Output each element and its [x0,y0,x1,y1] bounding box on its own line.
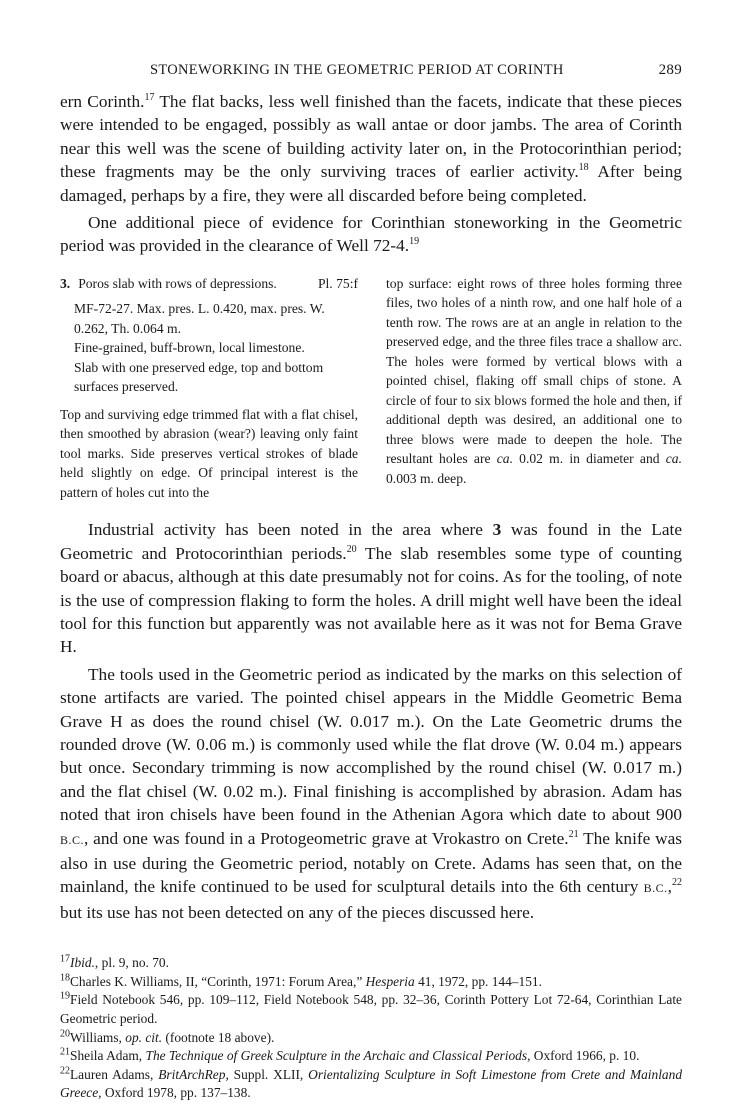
paragraph-1: ern Corinth.$^{17}$ The flat backs, less well finished than the facets, indicate that these pieces were intended to be engaged, possibly as wall antae or door jambs. The area of Corinth near this well was the scene of building activity later on, in the Protocorinthian period; these fragments may be the only surviving traces of earlier activity.$^{18}$ After being damaged, perhaps by a fire, they were all discarded before being completed. [60,92,682,205]
plate-reference[interactable]: Pl. 75:f [317,275,358,291]
footnote-20: $^{20}$Williams, op. cit. (footnote 18 above). [60,1028,275,1045]
catalog-dimensions: MF-72-27. Max. pres. L. 0.420, max. pres. W. 0.262, Th. 0.064 m. [74,301,325,336]
catalog-entry-3 [60,274,682,503]
footnote-ref-19[interactable]: 19 [409,236,420,248]
paragraph-2: One additional piece of evidence for Corinthian stoneworking in the Geometric period was provided in the clearance of Well 72-4.19 [60,213,682,256]
footnote-21: $^{21}$Sheila Adam, The Technique of Greek Sculpture in the Archaic and Classical Periods, Oxford 1966, p. 10. [60,1046,640,1064]
paragraph-4: The tools used in the Geometric period as indicated by the marks on this selection of stone artifacts are varied. The pointed chisel appears in the Middle Geometric Bema Grave H as does the round chisel (W. 0.017 m.). On the Late Geometric drums the rounded drove (W. 0.06 m.) is commonly used while the flat drove (W. 0.04 m.) appears but once. Secondary trimming is now accomplished by the round chisel (W. 0.017 m.) and the flat chisel (W. 0.02 m.). Final finishing is accomplished by abrasion. Adam has noted that iron chisels have been found in the Athenian Agora which date to about 900 B.C., and one was found in a Protogeometric grave at Vrokastro on Crete.$^{21}$ The knife was also in use during the Geometric period, notably on Crete. Adams has seen that, on the mainland, the knife continued to be used for sculptural details into the 6th century B.C.,$^{22}$ but its use has not been detected on any of the pieces discussed here. [60,664,682,922]
footnotes [60,954,682,1103]
footnote-ref-21[interactable]: 21 [568,828,579,840]
catalog-ref-3: 3 [492,520,502,540]
catalog-description-left: Top and surviving edge trimmed flat with a flat chisel, then smoothed by abrasion (wear?) leaving only faint tool marks. Side preserves vertical strokes of blade held slightly on edge. Of principal interest is the pattern of holes cut into the [60,406,358,500]
catalog-left-column [60,274,358,503]
page [60,58,682,1103]
catalog-heading [60,274,358,294]
catalog-description-right: top surface: eight rows of three holes forming three files, two holes of a ninth row, and one half hole of a tenth row. The rows are at an angle in relation to the preserved edge, and the three files trace a shallow arc. The holes were formed by vertical blows with a pointed chisel, flaking off small chips of stone. A circle of four to six blows formed the hole and then, if additional depth was desired, an additional one to three blows were made to deepen the hole. The resultant holes are ca. 0.02 m. in diameter and ca. 0.003 m. deep. [386,275,682,486]
catalog-metadata [60,299,358,397]
catalog-title: Poros slab with rows of depressions. [78,275,277,291]
page-number: 289 [658,62,682,78]
running-header [60,58,682,82]
footnote-ref-22[interactable]: 22 [672,877,682,889]
catalog-condition: Slab with one preserved edge, top and bottom surfaces preserved. [74,359,324,395]
footnote-ref-20[interactable]: 20 [346,543,357,555]
running-title: STONEWORKING IN THE GEOMETRIC PERIOD AT CORINTH [150,62,564,78]
footnote-ref-17[interactable]: 17 [144,92,155,104]
footnote-ref-18[interactable]: 18 [578,162,589,174]
catalog-material: Fine-grained, buff-brown, local limestone. [74,340,305,356]
catalog-number: 3. [60,275,71,291]
body-text-continued [60,518,682,924]
footnote-18: $^{18}$Charles K. Williams, II, “Corinth, 1971: Forum Area,” Hesperia 41, 1972, pp. 144–151. [60,972,542,989]
paragraph-3: Industrial activity has been noted in the area where 3 was found in the Late Geometric and Protocorinthian periods.$^{20}$ The slab resembles some type of counting board or abacus, although at this date presumably not for coins. As for the tooling, of note is the use of compression flaking to form the holes. A drill might well have been the ideal tool for this function but apparently was not available here as it was not for Bema Grave H. [60,520,683,657]
footnote-19: $^{19}$Field Notebook 546, pp. 109–112, Field Notebook 548, pp. 32–36, Corinth Pottery Lot 72-64, Corinthian Late Geometric period. [60,990,682,1027]
footnote-17: $^{17}$Ibid., pl. 9, no. 70. [60,953,169,971]
footnote-22: $^{22}$Lauren Adams, BritArchRep, Suppl. XLII, Orientalizing Sculpture in Soft Limestone from Crete and Mainland Greece, Oxford 1978, pp. 137–138. [60,1065,683,1101]
body-text [60,90,682,258]
